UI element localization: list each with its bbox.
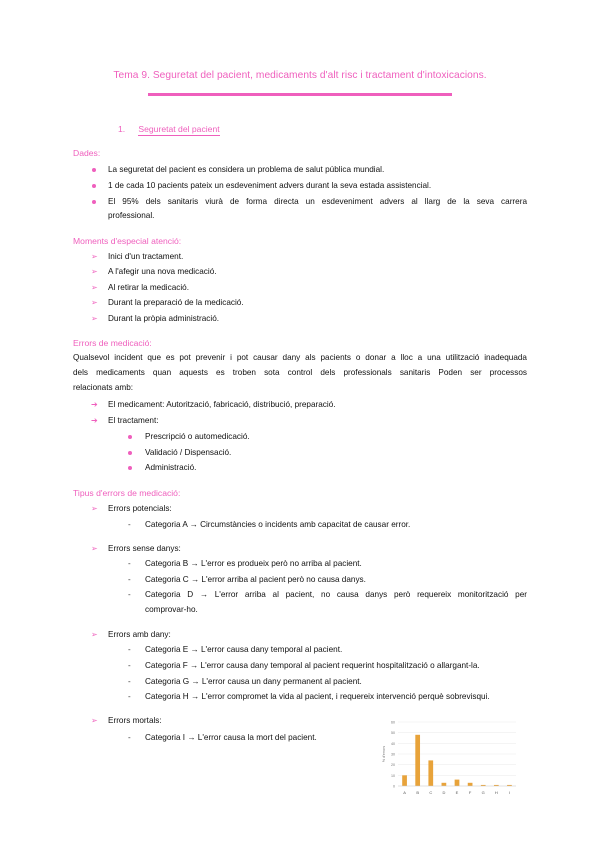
moments-item: Durant la preparació de la medicació. — [108, 298, 244, 307]
errors-paragraph-line: relacionats amb: — [73, 383, 134, 392]
x-tick-label: I — [508, 790, 511, 795]
x-tick-label: E — [455, 790, 459, 795]
error-category-bar-chart — [372, 716, 520, 802]
errors-subitem: Validació / Dispensació. — [145, 448, 232, 457]
arrow-right-icon: ➔ — [91, 416, 98, 425]
errors-subitem: Prescripció o automedicació. — [145, 432, 250, 441]
dades-item: El 95% dels sanitaris viurà de forma directa un esdeveniment advers al llarg de la seva carrera — [108, 197, 527, 206]
x-tick-label: D — [442, 790, 446, 795]
bar-C — [428, 760, 433, 786]
section-heading — [118, 124, 220, 134]
dash-marker: - — [128, 733, 131, 742]
bullet-dot-icon — [92, 184, 96, 188]
errors-heading: Errors de medicació: — [73, 338, 152, 348]
section-number: 1. — [118, 124, 126, 134]
y-tick-label: 20 — [391, 763, 395, 768]
x-tick-label: B — [416, 790, 420, 795]
title-underline — [148, 93, 452, 96]
bar-A — [402, 775, 407, 786]
bar-E — [455, 780, 460, 786]
dash-marker: - — [128, 677, 131, 686]
category-item: Categoria H → L'error compromet la vida al pacient, i requereix intervenció perquè sobrevisqui. — [145, 692, 490, 701]
category-item: Categoria F → L'error causa dany temporal al pacient requerint hospitalització o allargant-la. — [145, 661, 480, 670]
errors-paragraph-line: dels medicaments quan aquests es troben sota control dels professionals sanitaris Poden ser processos — [73, 368, 527, 377]
x-tick-label: F — [468, 790, 472, 795]
y-axis-label: % d'errors — [382, 745, 386, 763]
dades-item: 1 de cada 10 pacients pateix un esdeveniment advers durant la seva estada assistencial. — [108, 181, 432, 190]
page-title: Tema 9. Seguretat del pacient, medicaments d'alt risc i tractament d'intoxicacions. — [113, 70, 487, 81]
bullet-dot-icon — [92, 200, 96, 204]
dash-marker: - — [128, 575, 131, 584]
category-item: Categoria G → L'error causa un dany permanent al pacient. — [145, 677, 362, 686]
section-label: Seguretat del pacient — [138, 124, 220, 134]
moments-heading: Moments d'especial atenció: — [73, 236, 182, 246]
dash-marker: - — [128, 661, 131, 670]
group-label: Errors mortals: — [108, 716, 162, 725]
bullet-dot-icon — [128, 466, 132, 470]
category-item: Categoria A → Circumstàncies o incidents amb capacitat de causar error. — [145, 520, 411, 529]
bar-F — [468, 783, 473, 786]
dash-marker: - — [128, 645, 131, 654]
arrowhead-icon: ➢ — [91, 504, 98, 513]
dades-item-continuation: professional. — [108, 211, 155, 220]
moments-item: A l'afegir una nova medicació. — [108, 267, 217, 276]
y-tick-label: 50 — [391, 731, 395, 736]
bullet-dot-icon — [128, 451, 132, 455]
dash-marker: - — [128, 520, 131, 529]
arrowhead-icon: ➢ — [91, 716, 98, 725]
y-tick-label: 30 — [391, 752, 395, 757]
category-item: Categoria I → L'error causa la mort del pacient. — [145, 733, 317, 742]
category-item: Categoria B → L'error es produeix però no arriba al pacient. — [145, 559, 362, 568]
y-tick-label: 40 — [391, 741, 395, 746]
category-item: Categoria D → L'error arriba al pacient, no causa danys però requereix monitorització per — [145, 590, 527, 599]
x-tick-label: H — [494, 790, 498, 795]
moments-item: Durant la pròpia administració. — [108, 314, 220, 323]
category-item: Categoria E → L'error causa dany temporal al pacient. — [145, 645, 343, 654]
arrowhead-icon: ➢ — [91, 298, 98, 307]
dades-heading: Dades: — [73, 148, 101, 158]
x-tick-label: C — [429, 790, 433, 795]
category-item-continuation: comprovar-ho. — [145, 605, 198, 614]
bar-D — [442, 783, 447, 786]
errors-item: El medicament: Autorització, fabricació, distribució, preparació. — [108, 400, 336, 409]
arrowhead-icon: ➢ — [91, 252, 98, 261]
arrowhead-icon: ➢ — [91, 630, 98, 639]
moments-item: Al retirar la medicació. — [108, 283, 189, 292]
bar-B — [415, 735, 420, 786]
x-tick-label: G — [481, 790, 485, 795]
x-tick-label: A — [403, 790, 406, 795]
bullet-dot-icon — [92, 168, 96, 172]
dash-marker: - — [128, 692, 131, 701]
bullet-dot-icon — [128, 435, 132, 439]
group-label: Errors sense danys: — [108, 544, 181, 553]
tipus-heading: Tipus d'errors de medicació: — [73, 488, 181, 498]
dades-item: La seguretat del pacient es considera un problema de salut pública mundial. — [108, 165, 385, 174]
arrow-right-icon: ➔ — [91, 400, 98, 409]
group-label: Errors potencials: — [108, 504, 172, 513]
y-tick-label: 0 — [393, 784, 395, 789]
dash-marker: - — [128, 559, 131, 568]
errors-paragraph-line: Qualsevol incident que es pot prevenir i pot causar dany als pacients o donar a lloc a una utilització inadequada — [73, 353, 527, 362]
group-label: Errors amb dany: — [108, 630, 171, 639]
arrowhead-icon: ➢ — [91, 314, 98, 323]
arrowhead-icon: ➢ — [91, 283, 98, 292]
dash-marker: - — [128, 590, 131, 599]
arrowhead-icon: ➢ — [91, 544, 98, 553]
errors-item: El tractament: — [108, 416, 159, 425]
y-tick-label: 60 — [391, 720, 395, 725]
errors-subitem: Administració. — [145, 463, 197, 472]
arrowhead-icon: ➢ — [91, 267, 98, 276]
y-tick-label: 10 — [391, 773, 395, 778]
moments-item: Inici d'un tractament. — [108, 252, 184, 261]
category-item: Categoria C → L'error arriba al pacient però no causa danys. — [145, 575, 366, 584]
